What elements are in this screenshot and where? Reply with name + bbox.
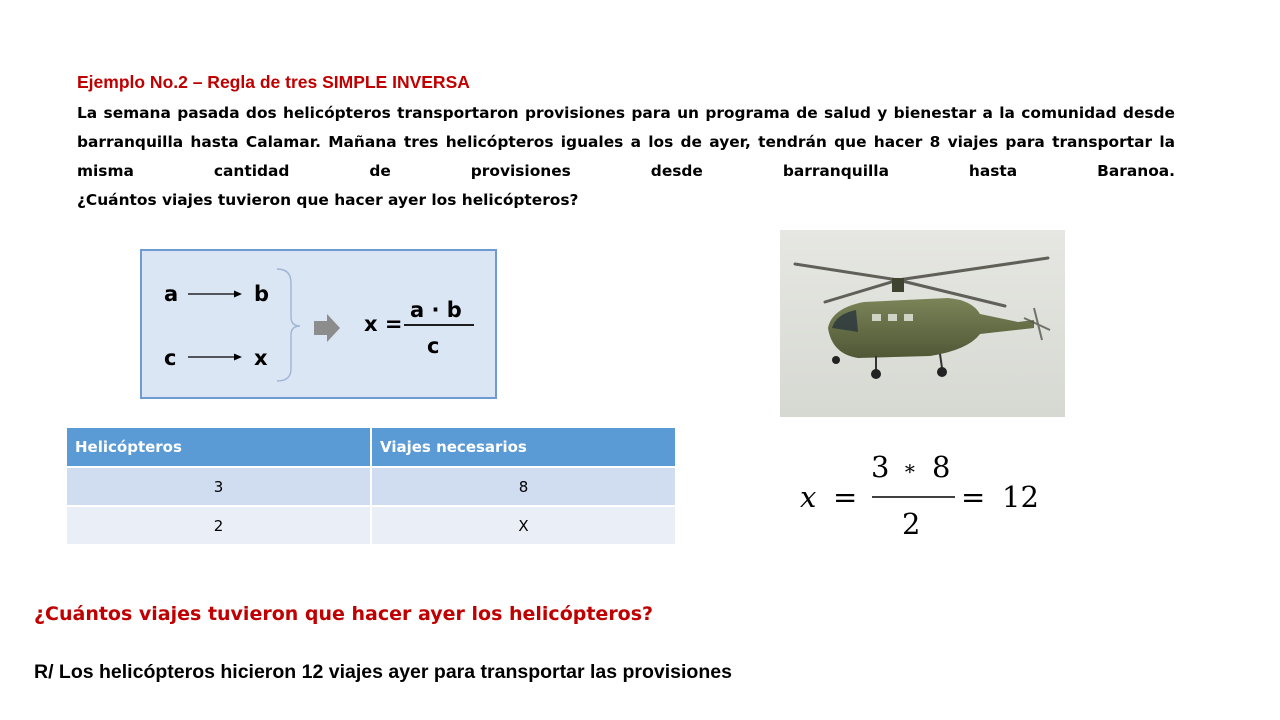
table-cell: X xyxy=(371,506,676,544)
arrow-c-to-x-icon xyxy=(188,354,242,361)
formula-result: 12 xyxy=(1002,480,1039,514)
column-header-trips: Viajes necesarios xyxy=(371,428,676,467)
solution-formula xyxy=(795,445,1055,545)
arrow-a-to-b-icon xyxy=(188,291,242,298)
var-c: c xyxy=(164,346,177,370)
rule-of-three-diagram xyxy=(140,249,497,399)
table-cell: 3 xyxy=(67,467,371,506)
formula-operator: ∗ xyxy=(903,456,917,480)
formula-num-a: 3 xyxy=(871,450,890,484)
var-x: x xyxy=(254,346,268,370)
var-b: b xyxy=(254,282,270,306)
formula-numerator: a · b xyxy=(410,298,462,322)
right-brace-icon xyxy=(277,269,300,381)
answer-question: ¿Cuántos viajes tuvieron que hacer ayer los helicópteros? xyxy=(34,603,654,625)
column-header-helicopters: Helicópteros xyxy=(67,428,371,467)
implies-arrow-icon xyxy=(314,314,340,342)
table-row xyxy=(67,506,676,544)
formula-var-x: x xyxy=(800,480,817,514)
var-a: a xyxy=(164,282,179,306)
formula-lhs: x = xyxy=(364,312,403,336)
helicopter-photo xyxy=(780,230,1065,417)
problem-question: ¿Cuántos viajes tuvieron que hacer ayer los helicópteros? xyxy=(77,191,579,209)
formula-denominator: c xyxy=(427,334,440,358)
answer-text: R/ Los helicópteros hicieron 12 viajes ayer para transportar las provisiones xyxy=(34,661,732,683)
formula-num-b: 8 xyxy=(932,450,951,484)
formula-equals-1: = xyxy=(833,480,858,514)
example-title: Ejemplo No.2 – Regla de tres SIMPLE INVERSA xyxy=(77,72,470,92)
table-row xyxy=(67,467,676,506)
table-cell: 8 xyxy=(371,467,676,506)
formula-equals-2: = xyxy=(961,480,986,514)
problem-statement: La semana pasada dos helicópteros transportaron provisiones para un programa de salud y bienestar a la comunidad desde barranquilla hasta Calamar. Mañana tres helicópteros iguales a los de ayer, tendrán que hacer 8 viajes para transportar la misma cantidad de provisiones desde barranquilla hasta Baranoa. xyxy=(77,104,1175,180)
formula-denominator: 2 xyxy=(902,507,921,541)
table-cell: 2 xyxy=(67,506,371,544)
data-table xyxy=(67,428,677,544)
